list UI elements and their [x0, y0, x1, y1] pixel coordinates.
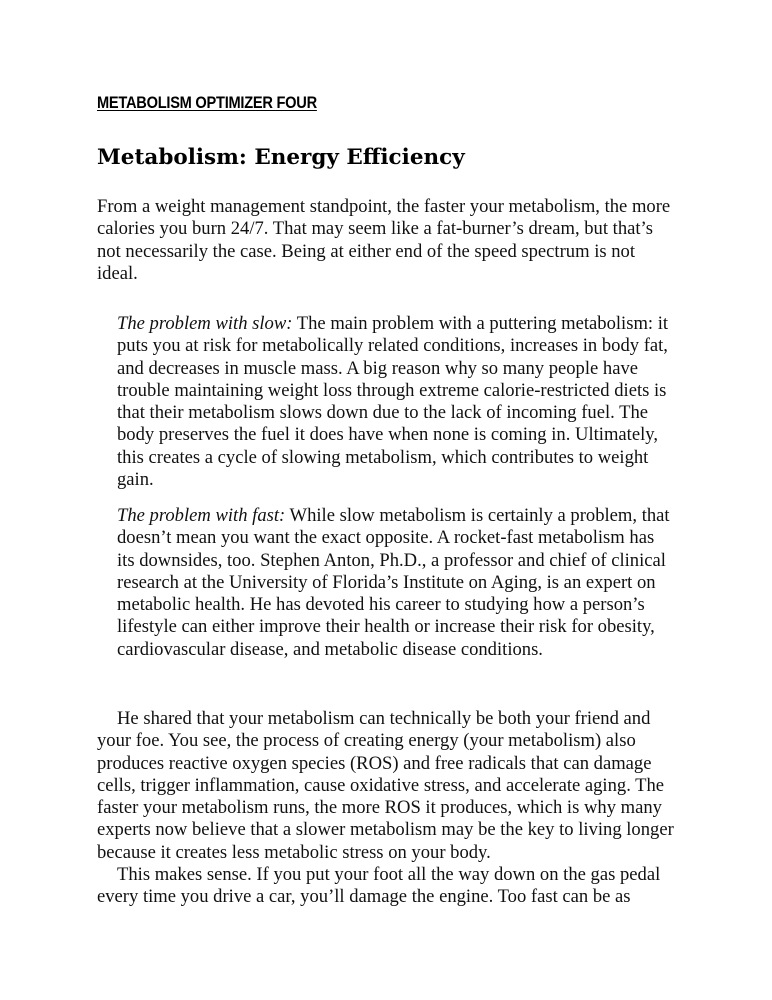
slow-metabolism-paragraph	[117, 313, 672, 491]
fast-metabolism-paragraph	[117, 505, 672, 661]
ros-paragraph: He shared that your metabolism can technically be both your friend and your foe. You see, the process of creating energy (your metabolism) also produces reactive oxygen species (ROS) and free radicals that can damage cells, trigger inflammation, cause oxidative stress, and accelerate aging. The faster your metabolism runs, the more ROS it produces, which is why many experts now believe that a slower metabolism may be the key to living longer because it creates less metabolic stress on your body.	[97, 708, 674, 863]
slow-body-text: The main problem with a puttering metabolism: it puts you at risk for metabolically related conditions, increases in body fat, and decreases in muscle mass. A big reason why so many people have trouble maintaining weight loss through extreme calorie-restricted diets is that their metabolism slows down due to the lack of incoming fuel. The body preserves the fuel it does have when none is coming in. Ultimately, this creates a cycle of slowing metabolism, which contributes to weight gain.	[117, 313, 669, 491]
section-heading: METABOLISM OPTIMIZER FOUR	[97, 93, 317, 112]
chapter-title: Metabolism: Energy Efficiency	[97, 145, 465, 170]
gas-pedal-paragraph: This makes sense. If you put your foot all the way down on the gas pedal every time you drive a car, you’ll damage the engine. Too fast can be as	[97, 864, 661, 908]
fast-lead-in: The problem with fast:	[117, 505, 286, 526]
intro-paragraph: From a weight management standpoint, the faster your metabolism, the more calories you burn 24/7. That may seem like a fat-burner’s dream, but that’s not necessarily the case. Being at either end of the speed spectrum is not ideal.	[97, 196, 671, 284]
slow-lead-in: The problem with slow:	[117, 313, 293, 334]
fast-body-text: While slow metabolism is certainly a problem, that doesn’t mean you want the exact opposite. A rocket-fast metabolism has its downsides, too. Stephen Anton, Ph.D., a professor and chief of clinical research at the University of Florida’s Institute on Aging, is an expert on metabolic health. He has devoted his career to studying how a person’s lifestyle can either improve their health or increase their risk for obesity, cardiovascular disease, and metabolic disease conditions.	[117, 505, 670, 660]
